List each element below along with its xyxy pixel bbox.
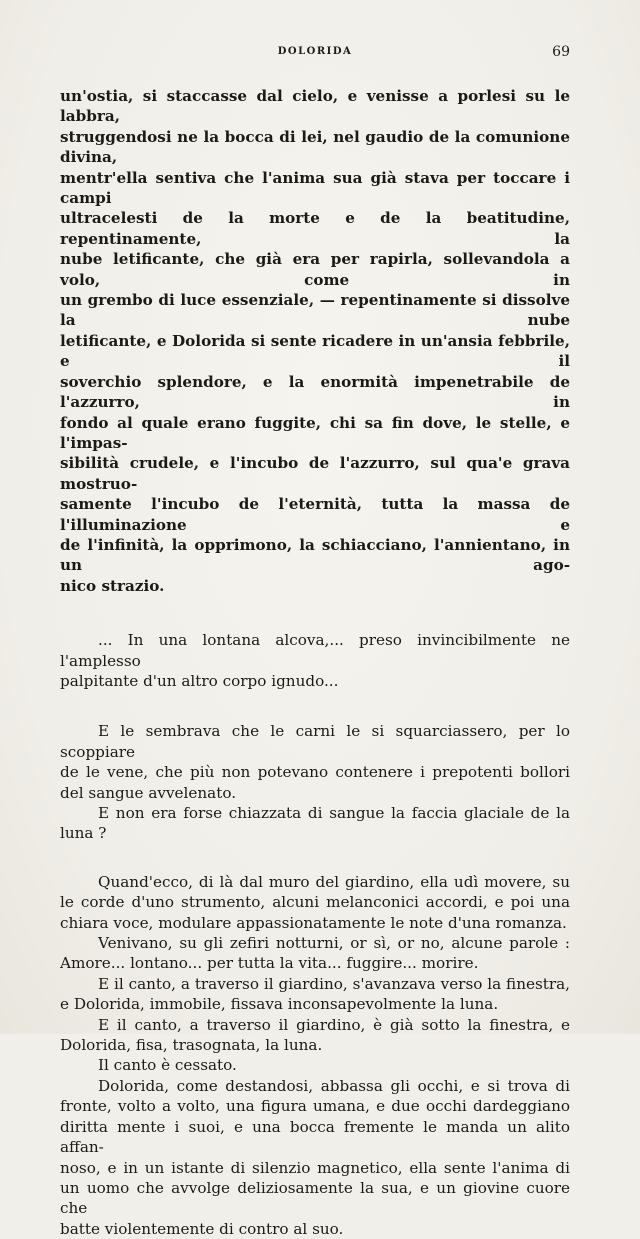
text-line: chiara voce, modulare appassionatamente le note d'una romanza. bbox=[60, 913, 567, 932]
paragraph-10 bbox=[60, 1076, 570, 1239]
text-line: E non era forse chiazzata di sangue la faccia glaciale de la luna ? bbox=[60, 804, 570, 843]
text-line: nico strazio. bbox=[60, 576, 165, 595]
text-line: le corde d'uno strumento, alcuni melanconici accordi, e poi una bbox=[60, 893, 570, 912]
paragraph-9 bbox=[60, 1055, 570, 1075]
text-line: de le vene, che più non potevano contenere i prepotenti bollori bbox=[60, 763, 570, 782]
paragraph-4 bbox=[60, 803, 570, 844]
text-line: E il canto, a traverso il giardino, s'avanzava verso la finestra, bbox=[98, 974, 570, 993]
text-line: mentr'ella sentiva che l'anima sua già stava per toccare i campi bbox=[60, 168, 570, 208]
body-text bbox=[60, 86, 570, 1239]
text-line: Il canto è cessato. bbox=[98, 1056, 237, 1075]
text-line: samente l'incubo de l'eternità, tutta la massa de l'illuminazione e bbox=[60, 495, 570, 534]
text-line: Venivano, su gli zefiri notturni, or sì, or no, alcune parole : bbox=[98, 934, 570, 953]
text-line: nube letificante, che già era per rapirla, sollevandola a volo, come in bbox=[60, 250, 570, 289]
text-line: Amore... lontano... per tutta la vita... fuggire... morire. bbox=[60, 954, 479, 973]
paragraph-7 bbox=[60, 974, 570, 1015]
text-line: fronte, volto a volto, una figura umana, e due occhi dardeggiano bbox=[60, 1097, 570, 1116]
running-head bbox=[60, 46, 570, 66]
text-line: ultracelesti de la morte e de la beatitudine, repentinamente, la bbox=[60, 209, 570, 248]
text-line: E le sembrava che le carni le si squarciassero, per lo scoppiare bbox=[60, 722, 570, 761]
text-line: palpitante d'un altro corpo ignudo... bbox=[60, 671, 339, 690]
text-line: sibilità crudele, e l'incubo de l'azzurro, sul qua'e grava mostruo- bbox=[60, 454, 570, 493]
paragraph-8 bbox=[60, 1015, 570, 1056]
text-line: ... In una lontana alcova,... preso invincibilmente ne l'amplesso bbox=[60, 631, 570, 670]
paragraph-1 bbox=[60, 86, 570, 596]
text-line: e Dolorida, immobile, fissava inconsapevolmente la luna. bbox=[60, 995, 499, 1014]
text-line: diritta mente i suoi, e una bocca fremente le manda un alito affan- bbox=[60, 1117, 570, 1157]
text-line: noso, e in un istante di silenzio magnetico, ella sente l'anima di bbox=[60, 1158, 570, 1177]
text-line: soverchio splendore, e la enormità impenetrabile de l'azzurro, in bbox=[60, 372, 570, 412]
text-line: E il canto, a traverso il giardino, è già sotto la finestra, e bbox=[98, 1015, 570, 1034]
text-line: letificante, e Dolorida si sente ricadere in un'ansia febbrile, e il bbox=[60, 331, 570, 371]
text-line: un'ostia, si staccasse dal cielo, e venisse a porlesi su le labbra, bbox=[60, 87, 570, 126]
running-title: DOLORIDA bbox=[277, 46, 353, 57]
text-line: struggendosi ne la bocca di lei, nel gaudio de la comunione divina, bbox=[60, 127, 570, 167]
text-line: un uomo che avvolge deliziosamente la sua, e un giovine cuore che bbox=[60, 1178, 570, 1218]
text-line: Quand'ecco, di là dal muro del giardino, ella udì movere, su bbox=[98, 872, 570, 891]
paragraph-3 bbox=[60, 721, 570, 803]
text-line: del sangue avvelenato. bbox=[60, 783, 237, 802]
text-line: de l'infinità, la opprimono, la schiacciano, l'annientano, in un ago- bbox=[60, 535, 570, 575]
text-line: batte violentemente di contro al suo. bbox=[60, 1219, 344, 1238]
text-line: Dolorida, come destandosi, abbassa gli occhi, e si trova di bbox=[98, 1076, 570, 1095]
text-line: un grembo di luce essenziale, — repentinamente si dissolve la nube bbox=[60, 291, 570, 330]
text-line: fondo al quale erano fuggite, chi sa fin dove, le stelle, e l'impas- bbox=[60, 413, 570, 452]
text-line: Dolorida, fisa, trasognata, la luna. bbox=[60, 1036, 323, 1055]
paragraph-5 bbox=[60, 872, 570, 933]
paragraph-6 bbox=[60, 933, 570, 974]
paragraph-2 bbox=[60, 630, 570, 691]
page-number: 69 bbox=[552, 44, 570, 60]
